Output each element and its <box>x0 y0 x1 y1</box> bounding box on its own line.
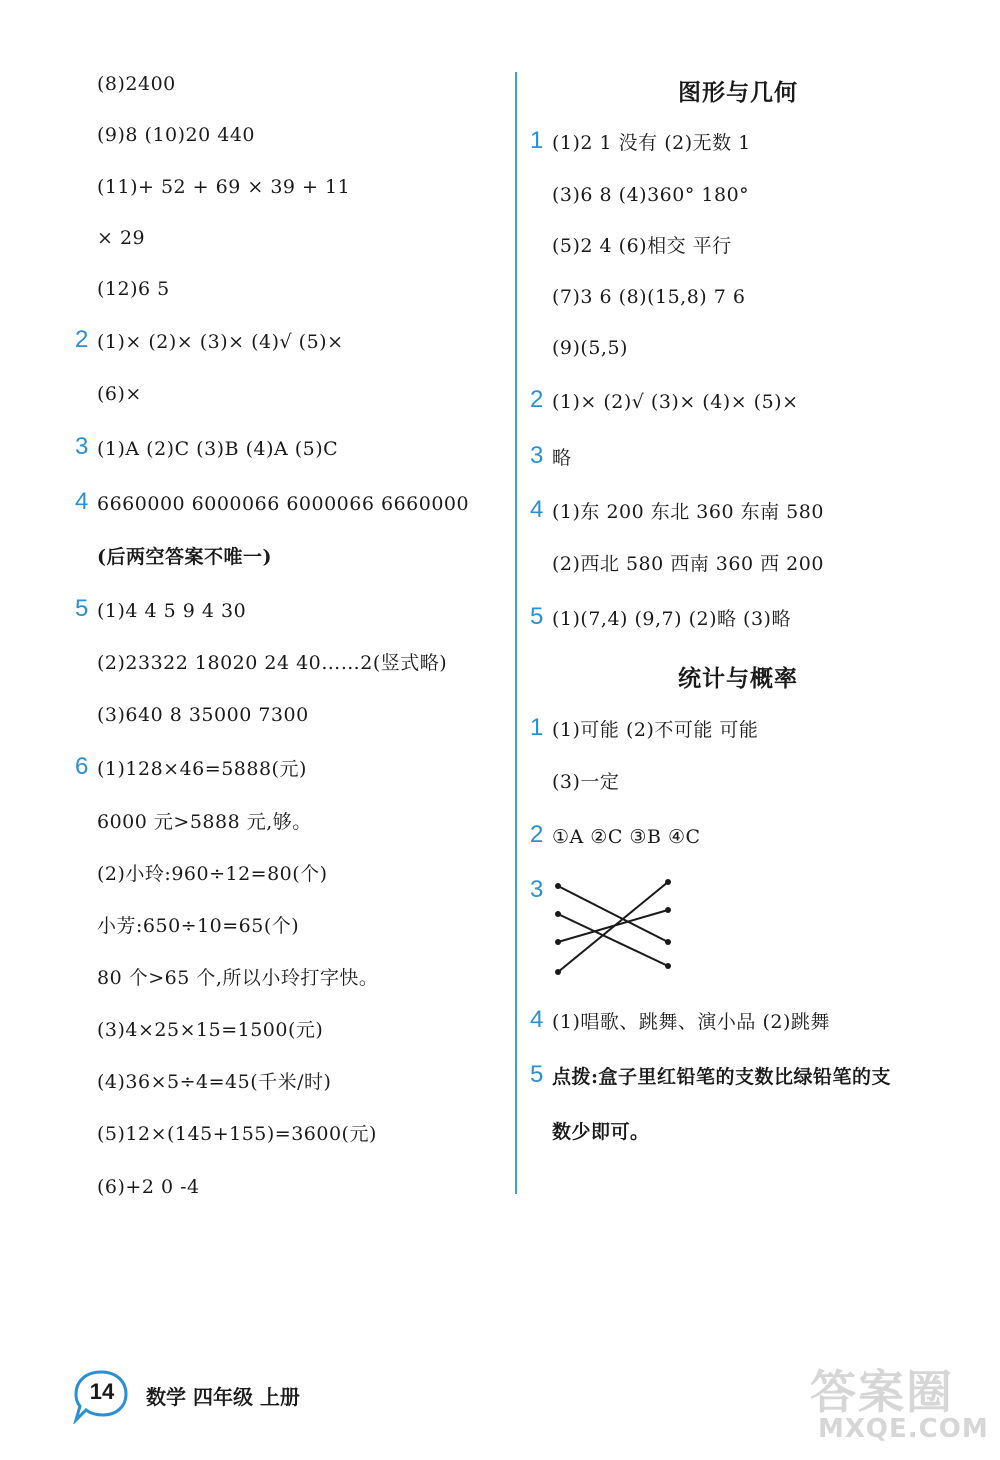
column-divider <box>515 72 517 1194</box>
section-title-geometry: 图形与几何 <box>678 80 798 106</box>
answer-line: (9)(5,5) <box>552 337 628 359</box>
answer-line: 点拨:盒子里红铅笔的支数比绿铅笔的支 <box>552 1066 892 1088</box>
answer-line: (1)(7,4) (9,7) (2)略 (3)略 <box>552 608 791 630</box>
answer-line: 6000 元>5888 元,够。 <box>97 811 312 833</box>
book-title: 数学 四年级 上册 <box>146 1385 300 1409</box>
answer-line: (2)小玲:960÷12=80(个) <box>97 863 328 885</box>
answer-line: (后两空答案不唯一) <box>97 546 272 568</box>
answer-line: (5)12×(145+155)=3600(元) <box>97 1123 377 1145</box>
answer-line: (7)3 6 (8)(15,8) 7 6 <box>552 286 746 308</box>
answer-line: 6660000 6000066 6000066 6660000 <box>97 493 470 515</box>
match-dot <box>555 883 561 889</box>
section-title-statistics: 统计与概率 <box>678 666 798 692</box>
match-dot <box>665 907 671 913</box>
answer-line: (2)西北 580 西南 360 西 200 <box>552 553 824 575</box>
answer-line: (1)唱歌、跳舞、演小品 (2)跳舞 <box>552 1011 830 1033</box>
watermark-logo: 答案圈 <box>810 1365 954 1419</box>
question-number: 2 <box>530 386 544 413</box>
question-number: 4 <box>530 496 544 523</box>
question-number: 2 <box>530 821 544 848</box>
question-number: 1 <box>530 714 544 741</box>
match-dot <box>555 911 561 917</box>
answer-line: (11)+ 52 + 69 × 39 + 11 <box>97 176 351 198</box>
question-number: 5 <box>530 603 544 630</box>
question-number: 4 <box>530 1006 544 1033</box>
match-dot <box>665 939 671 945</box>
match-dot <box>665 879 671 885</box>
answer-line: (3)640 8 35000 7300 <box>97 704 309 726</box>
answer-line: (1)128×46=5888(元) <box>97 758 307 780</box>
answer-line: (1)× (2)√ (3)× (4)× (5)× <box>552 391 799 413</box>
question-number: 2 <box>75 326 89 353</box>
matching-lines-diagram <box>548 872 678 982</box>
answer-line: (3)6 8 (4)360° 180° <box>552 184 750 206</box>
answer-line: 略 <box>552 447 572 469</box>
answer-line: (8)2400 <box>97 73 176 95</box>
answer-line: (1)可能 (2)不可能 可能 <box>552 719 759 741</box>
question-number: 3 <box>75 433 89 460</box>
answer-line: (4)36×5÷4=45(千米/时) <box>97 1071 332 1093</box>
answer-line: (6)× <box>97 383 142 405</box>
answer-line: (6)+2 0 -4 <box>97 1176 200 1198</box>
answer-line: (1)A (2)C (3)B (4)A (5)C <box>97 438 339 460</box>
question-number: 3 <box>530 876 544 903</box>
question-number: 5 <box>75 595 89 622</box>
page-number: 14 <box>89 1379 115 1404</box>
answer-line: (1)东 200 东北 360 东南 580 <box>552 501 824 523</box>
answer-line: (3)4×25×15=1500(元) <box>97 1019 324 1041</box>
answer-line: × 29 <box>97 227 146 249</box>
question-number: 4 <box>75 488 89 515</box>
answer-line: ①A ②C ③B ④C <box>552 826 701 848</box>
answer-line: (3)一定 <box>552 771 620 793</box>
question-number: 6 <box>75 753 89 780</box>
question-number: 1 <box>530 127 544 154</box>
answer-line: (2)23322 18020 24 40……2(竖式略) <box>97 652 448 674</box>
question-number: 3 <box>530 442 544 469</box>
answer-line: (1)× (2)× (3)× (4)√ (5)× <box>97 331 344 353</box>
answer-line: 小芳:650÷10=65(个) <box>97 915 300 937</box>
answer-line: 数少即可。 <box>552 1121 650 1143</box>
watermark-site: MXQE.COM <box>818 1414 989 1444</box>
answer-line: (5)2 4 (6)相交 平行 <box>552 235 732 257</box>
match-dot <box>665 963 671 969</box>
answer-line: 80 个>65 个,所以小玲打字快。 <box>97 967 379 989</box>
match-dot <box>555 939 561 945</box>
answer-line: (12)6 5 <box>97 278 170 300</box>
answer-line: (9)8 (10)20 440 <box>97 124 256 146</box>
answer-line: (1)4 4 5 9 4 30 <box>97 600 247 622</box>
answer-line: (1)2 1 没有 (2)无数 1 <box>552 132 751 154</box>
match-dot <box>555 969 561 975</box>
question-number: 5 <box>530 1061 544 1088</box>
